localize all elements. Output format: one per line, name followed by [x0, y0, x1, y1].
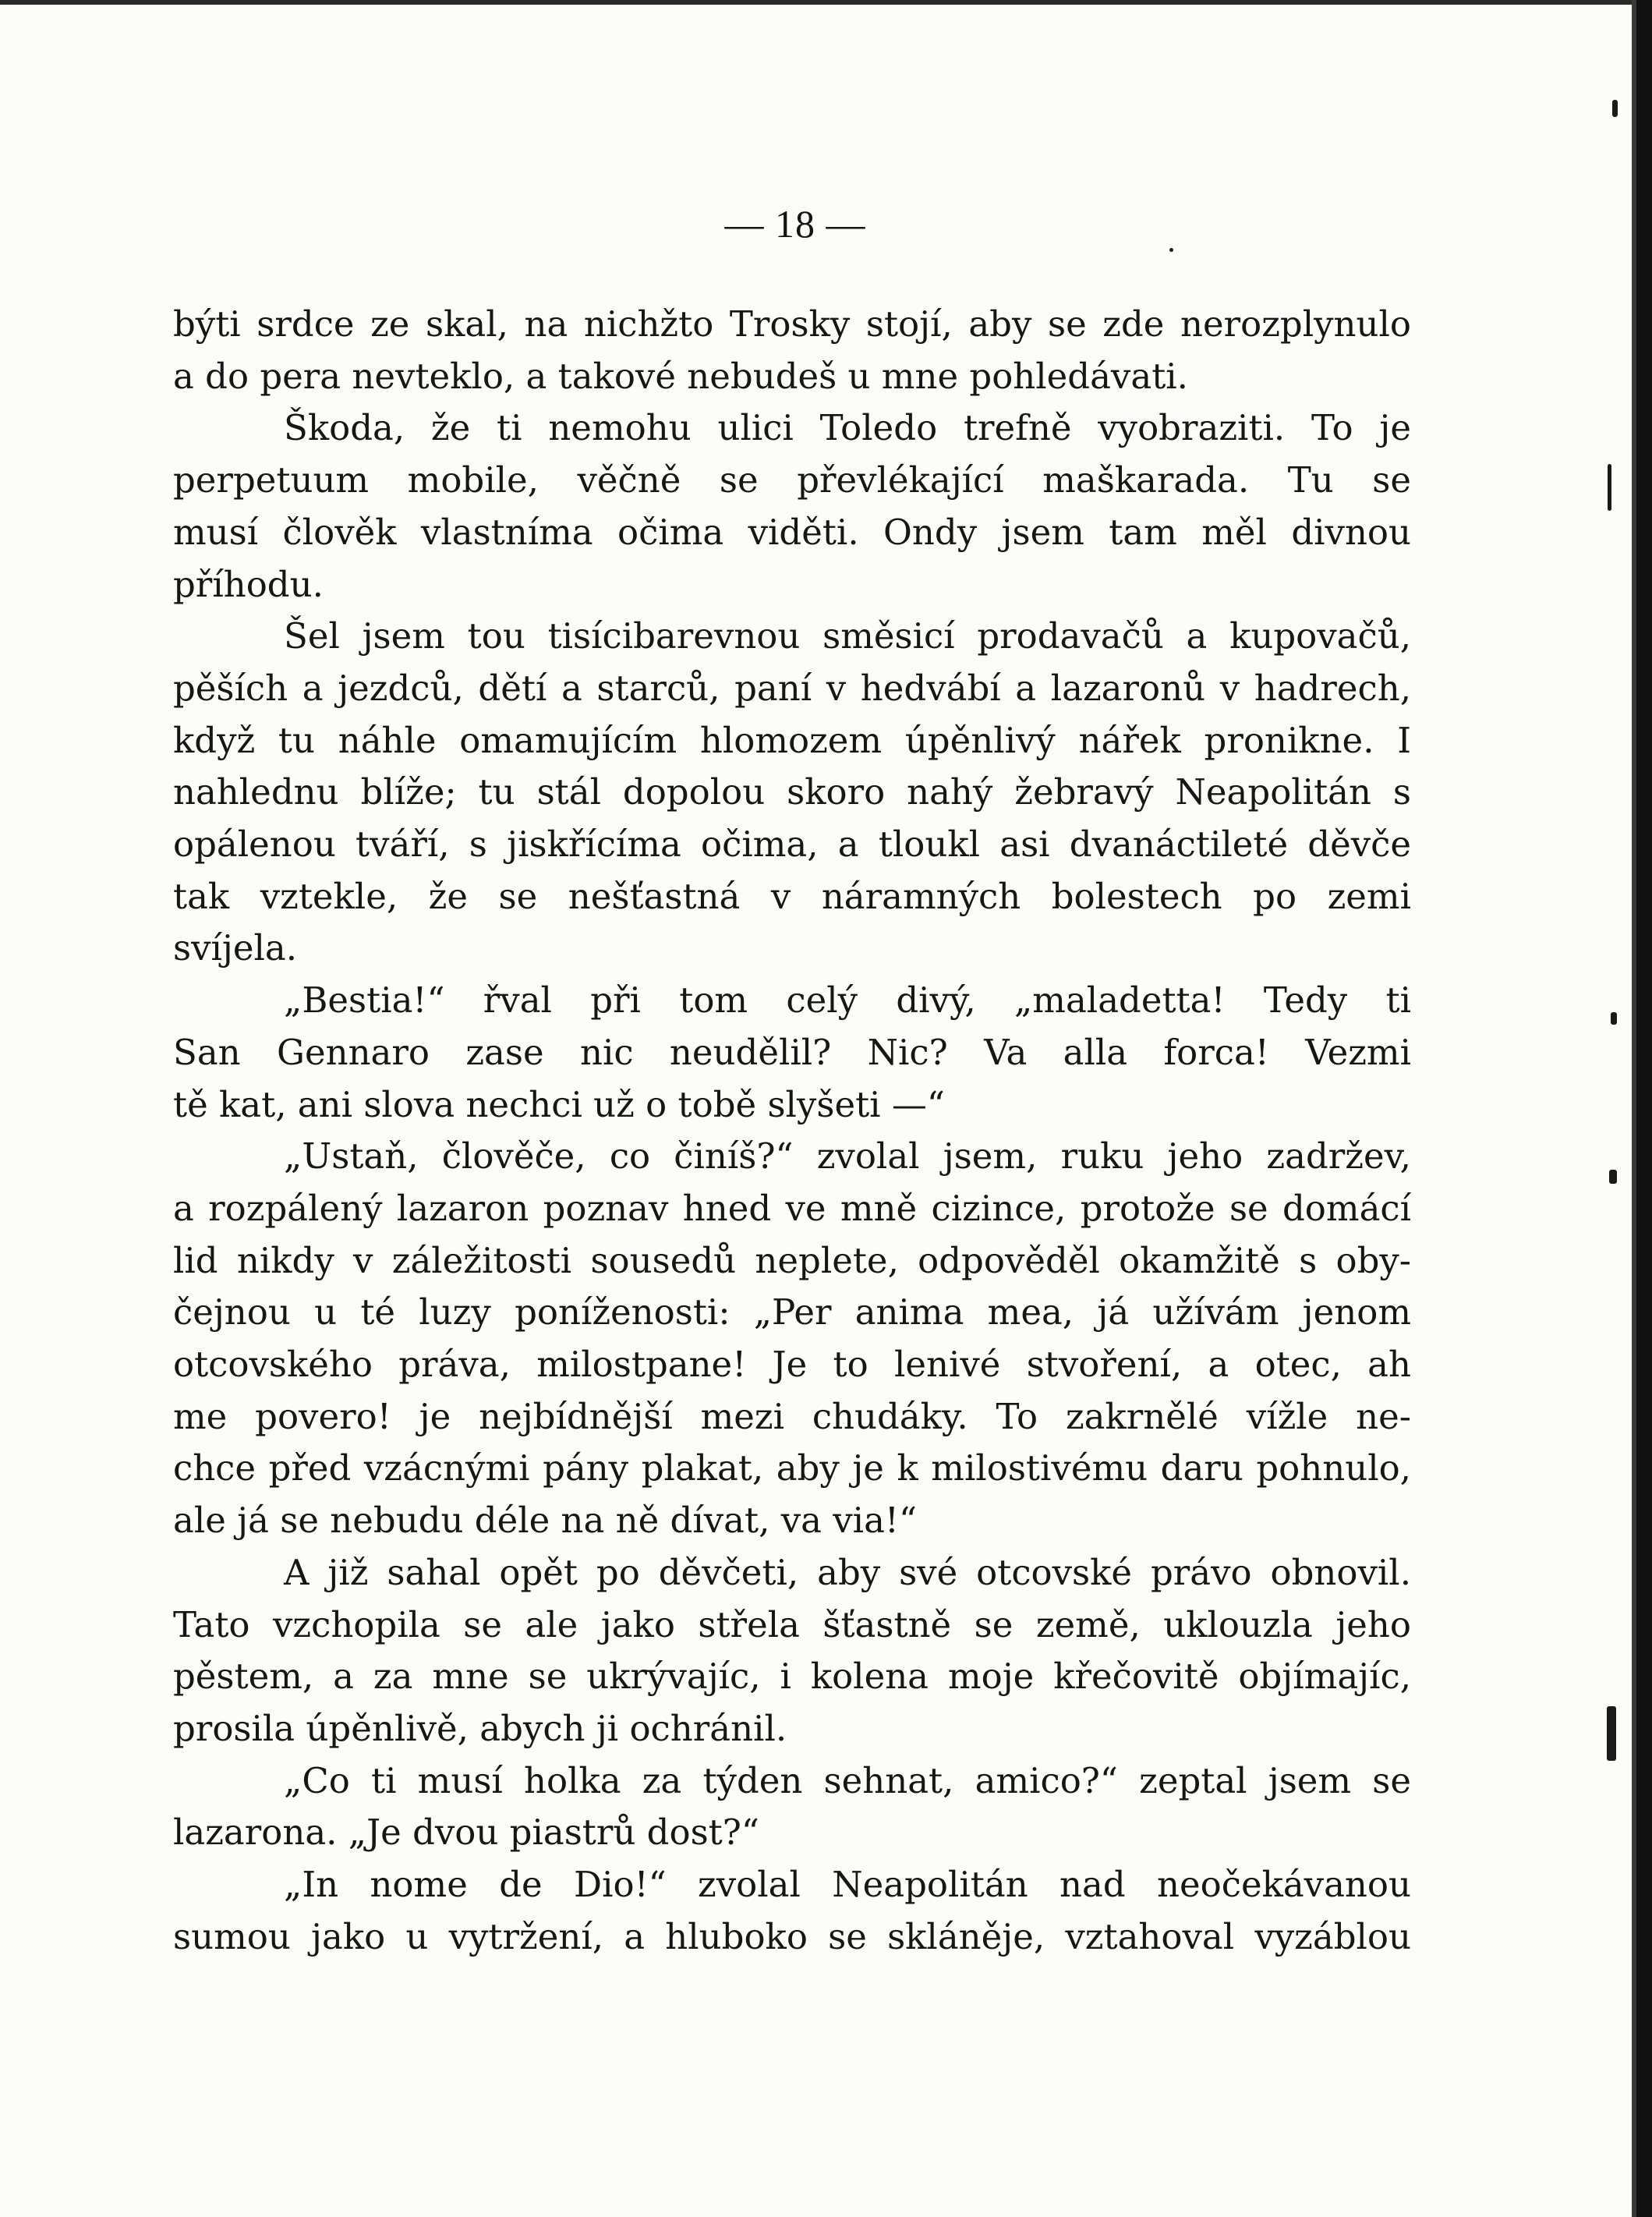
- text-line: nahlednu blíže; tu stál dopolou skoro nahý žebravý Neapolitán s: [173, 771, 1411, 813]
- text-line: lid nikdy v záležitosti sousedů neplete, odpověděl okamžitě s oby-: [173, 1239, 1411, 1281]
- text-line: Škoda, že ti nemohu ulici Toledo trefně vyobraziti. To je: [284, 407, 1411, 449]
- paragraph: [173, 611, 1411, 975]
- scan-speck: [1611, 1012, 1617, 1025]
- scan-speck: [1612, 100, 1618, 117]
- paragraph: [173, 1131, 1411, 1547]
- scan-speck: [1607, 1706, 1616, 1761]
- text-line: býti srdce ze skal, na nichžto Trosky stojí, aby se zde nerozplynulo: [173, 303, 1411, 345]
- text-line: otcovského práva, milostpane! Je to lenivé stvoření, a otec, ah: [173, 1344, 1411, 1386]
- text-line: A již sahal opět po děvčeti, aby své otcovské právo obnovil.: [284, 1551, 1411, 1593]
- scan-speck: [1609, 1170, 1617, 1184]
- text-line: „Bestia!“ řval při tom celý divý, „maladetta! Tedy ti: [284, 979, 1411, 1022]
- paragraph: [173, 1859, 1411, 1963]
- text-line: Tato vzchopila se ale jako střela šťastně se země, uklouzla jeho: [173, 1603, 1411, 1645]
- text-line: příhodu.: [173, 563, 324, 605]
- text-line: Šel jsem tou tisícibarevnou směsicí prodavačů a kupovačů,: [284, 615, 1411, 657]
- text-line: me povero! je nejbídnější mezi chudáky. To zakrnělé vížle ne-: [173, 1395, 1411, 1437]
- scan-speck: [1169, 248, 1173, 252]
- text-line: „Co ti musí holka za týden sehnat, amico?“ zeptal jsem se: [284, 1759, 1411, 1801]
- text-line: sumou jako u vytržení, a hluboko se skláněje, vztahoval vyzáblou: [173, 1915, 1411, 1957]
- paragraph: [173, 1547, 1411, 1755]
- text-line: „In nome de Dio!“ zvolal Neapolitán nad neočekávanou: [284, 1864, 1411, 1906]
- text-line: opálenou tváří, s jiskřícíma očima, a tloukl asi dvanáctileté děvče: [173, 823, 1411, 866]
- text-line: San Gennaro zase nic neudělil? Nic? Va alla forca! Vezmi: [173, 1031, 1411, 1073]
- text-line: a rozpálený lazaron poznav hned ve mně cizince, protože se domácí: [173, 1187, 1411, 1229]
- text-line: chce před vzácnými pány plakat, aby je k milostivému daru pohnulo,: [173, 1447, 1411, 1489]
- paragraph: [173, 1755, 1411, 1859]
- text-line: tě kat, ani slova nechci už o tobě slyšeti —“: [173, 1083, 945, 1125]
- page-number: — 18 —: [724, 202, 866, 246]
- text-line: „Ustaň, člověče, co činíš?“ zvolal jsem, ruku jeho zadržev,: [284, 1135, 1411, 1178]
- text-line: lazarona. „Je dvou piastrů dost?“: [173, 1811, 759, 1854]
- text-line: perpetuum mobile, věčně se převlékající maškarada. Tu se: [173, 459, 1411, 501]
- text-line: prosila úpěnlivě, abych ji ochránil.: [173, 1707, 787, 1749]
- scan-right-edge: [1636, 0, 1652, 2217]
- text-line: tak vztekle, že se nešťastná v náramných bolestech po zemi: [173, 875, 1411, 917]
- text-line: musí člověk vlastníma očima viděti. Ondy jsem tam měl divnou: [173, 511, 1411, 553]
- text-line: čejnou u té luzy poníženosti: „Per anima mea, já užívám jenom: [173, 1291, 1411, 1333]
- scan-top-edge: [0, 0, 1652, 5]
- text-line: pěstem, a za mne se ukrývajíc, i kolena moje křečovitě objímajíc,: [173, 1656, 1411, 1698]
- body-text: [173, 299, 1411, 1964]
- text-line: a do pera nevteklo, a takové nebudeš u mne pohledávati.: [173, 355, 1188, 397]
- paragraph: [173, 299, 1411, 402]
- scan-speck: [1608, 464, 1611, 511]
- text-line: když tu náhle omamujícím hlomozem úpěnlivý nářek pronikne. I: [173, 719, 1411, 761]
- paragraph: [173, 975, 1411, 1131]
- paragraph: [173, 402, 1411, 611]
- text-line: ale já se nebudu déle na ně dívat, va via!“: [173, 1500, 917, 1542]
- text-line: pěších a jezdců, dětí a starců, paní v hedvábí a lazaronů v hadrech,: [173, 667, 1411, 709]
- text-line: svíjela.: [173, 927, 298, 969]
